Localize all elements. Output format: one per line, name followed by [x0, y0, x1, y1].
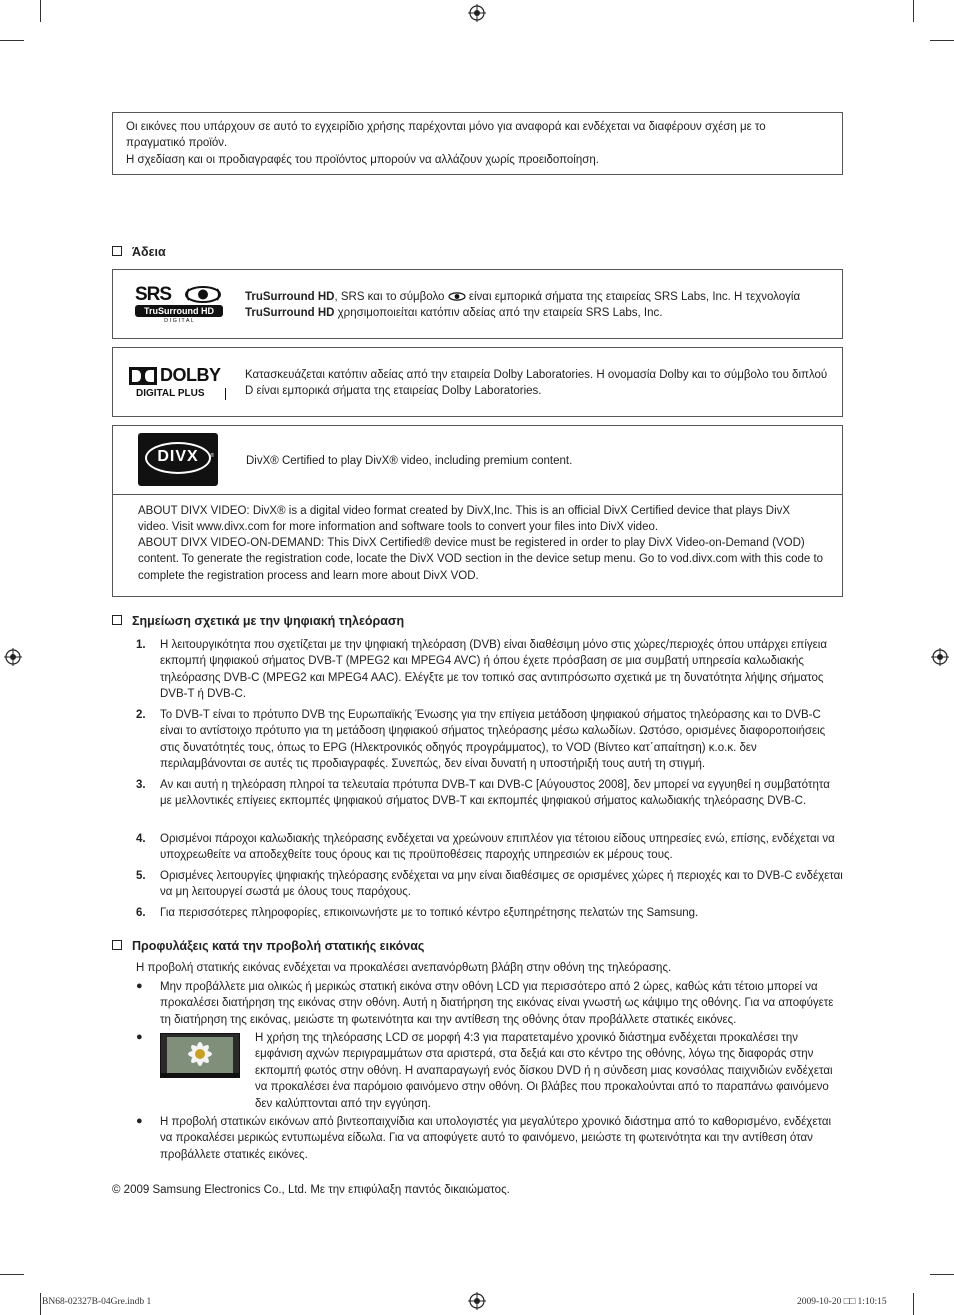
crop-mark [0, 40, 24, 41]
list-item: 5. Ορισμένες λειτουργίες ψηφιακής τηλεόρασης ενδέχεται να μην είναι διαθέσιμες σε ορισμένες χώρες ή περιοχές και το DVB-C ενδέχεται να μη λειτουργεί σωστά με όλους τους παρόχους. [136, 870, 843, 899]
crop-mark [913, 1293, 914, 1315]
dolby-logo-text: DOLBY [160, 365, 221, 385]
list-item: 4. Ορισμένοι πάροχοι καλωδιακής τηλεόρασης ενδέχεται να χρεώνουν επιπλέον για τέτοιου είδους υπηρεσίες ενώ, επίσης, ενδέχεται να υποχρεωθείτε να αποδεχθείτε τους όρους και τις προϋποθέσεις παροχής υπηρεσιών εκ μέρους τους. [136, 833, 835, 862]
registration-mark-icon [468, 4, 486, 22]
dolby-sub-text: DIGITAL PLUS [129, 388, 226, 400]
copyright: © 2009 Samsung Electronics Co., Ltd. Με την επιφύλαξη παντός δικαιώματος. [112, 1184, 510, 1196]
bullet-icon: ● [136, 980, 143, 992]
srs-sub-text: D I G I T A L [164, 318, 194, 324]
srs-logo-text: SRS [135, 284, 172, 305]
digital-tv-title: Σημείωση σχετικά με την ψηφιακή τηλεόραση [112, 614, 404, 628]
srs-text: TruSurround HD, SRS και το σύμβολο είναι εμπορικά σήματα της εταιρείας SRS Labs, Inc. Η τεχνολογία TruSurround HD χρησιμοποιείται κατόπιν αδείας από την εταιρεία SRS Labs, Inc. [245, 291, 801, 320]
crop-mark [0, 1274, 24, 1275]
flower-image-icon [167, 1037, 233, 1073]
dolby-logo [129, 366, 229, 402]
license-title: Άδεια [112, 245, 166, 259]
crop-mark [40, 1293, 41, 1315]
checkbox-square-icon [112, 940, 122, 950]
registration-mark-icon [468, 1292, 486, 1310]
srs-inline-symbol-icon [448, 292, 466, 301]
crop-mark [930, 40, 954, 41]
list-item: 3. Αν και αυτή η τηλεόραση πληροί τα τελευταία πρότυπα DVB-T και DVB-C [Αύγουστος 2008], δεν μπορεί να εγγυηθεί η συμβατότητα με μελλοντικές επίγειες εκπομπές ψηφιακού σήματος DVB-T και εκπομπές ψηφιακού σήματος καλωδιακής τηλεόρασης DVB-C. [136, 779, 830, 808]
divx-about-vod: ABOUT DIVX VIDEO-ON-DEMAND: This DivX Certified® device must be registered in order to play DivX Video-on-Demand (VOD) content. To generate the registration code, locate the DivX VOD section in the device setup menu. Go to vod.divx.com with this code to complete the registration process and learn more about DivX VOD. [138, 537, 824, 582]
dolby-double-d-icon [129, 367, 157, 385]
bullet-text: Η χρήση της τηλεόρασης LCD σε μορφή 4:3 για παρατεταμένο χρονικό διάστημα ενδέχεται προκαλέσει την εμφάνιση αχνών περιγραμμάτων στα αριστερά, στα δεξιά και στο κέντρο της οθόνης, λόγω της διαφοράς στην εκπομπή φωτός στην οθόνη. Η αναπαραγωγή ενός δίσκου DVD ή η σύνδεση μιας κονσόλας παιχνιδιών ενδέχεται να προκαλέσει ένα παρόμοιο φαινόμενο στην οθόνη. Οι βλάβες που προκαλούνται από το παραπάνω φαινόμενο δεν καλύπτονται από την εγγύηση. [255, 1032, 833, 1110]
divx-certified-text: DivX® Certified to play DivX® video, including premium content. [246, 455, 573, 467]
tv-thumbnail [160, 1033, 240, 1078]
notice-line-2: Η σχεδίαση και οι προδιαγραφές του προϊόντος μπορούν να αλλάζουν χωρίς προειδοποίηση. [126, 154, 599, 166]
list-item: 6. Για περισσότερες πληροφορίες, επικοινωνήστε με το τοπικό κέντρο εξυπηρέτησης πελατών της Samsung. [136, 907, 699, 919]
divx-logo-text: DIVX [157, 448, 199, 465]
divx-about-video: ABOUT DIVX VIDEO: DivX® is a digital video format created by DivX,Inc. This is an official DivX Certified device that plays DivX video. Visit www.divx.com for more information and software tools to convert your files into DivX video. [138, 505, 791, 534]
footer-file: BN68-02327B-04Gre.indb 1 [42, 1297, 152, 1307]
checkbox-square-icon [112, 246, 122, 256]
notice-line-1: Οι εικόνες που υπάρχουν σε αυτό το εγχειρίδιο χρήσης παρέχονται μόνο για αναφορά και ενδέχεται να διαφέρουν σχέση με το πραγματικό προϊόν. [126, 121, 766, 150]
list-item: 1. Η λειτουργικότητα που σχετίζεται με την ψηφιακή τηλεόραση (DVB) είναι διαθέσιμη μόνο στις χώρες/περιοχές όπου υπάρχει επίγεια εκπομπή ψηφιακού σήματος DVB-T (MPEG2 και MPEG4 AVC) ή όπου έχετε πρόσβαση σε μια συμβατή υπηρεσία καλωδιακής τηλεόρασης DVB-C (MPEG2 και MPEG4 AAC). Ελέγξτε με τον τοπικό σας αντιπρόσωπο σχετικά με τη δυνατότητα λήψης σήματος DVB-T ή DVB-C. [136, 639, 827, 701]
bullet-icon: ● [136, 1031, 143, 1043]
bullet-text: Η προβολή στατικών εικόνων από βιντεοπαιχνίδια και υπολογιστές για μεγαλύτερο χρονικό διάστημα από το καθορισμένο, ενδέχεται να προκαλέσει μερικώς εντυπωμένα είδωλα. Για να αποφύγετε αυτό το φαινόμενο, μειώστε τη φωτεινότητα και την αντίθεση όταν προβάλλετε στατικές εικόνες. [160, 1116, 832, 1161]
bullet-icon: ● [136, 1115, 143, 1127]
list-item: 2. Το DVB-T είναι το πρότυπο DVB της Ευρωπαϊκής Ένωσης για την επίγεια μετάδοση ψηφιακού σήματος τηλεόρασης και το DVB-C είναι το αντίστοιχο πρότυπο για τη μετάδοση ψηφιακού σήματος τηλεόρασης μέσω καλωδίων. Ωστόσο, ορισμένες διαφοροποιήσεις στις δυνατότητές τους, όπως το EPG (Ηλεκτρονικός οδηγός προγράμματος), το VOD (Βίντεο κατ΄απαίτηση) κ.ο.κ. δεν περιλαμβάνονται σε αυτές τις προδιαγραφές. Συνεπώς, δεν είναι δυνατή η υποστήριξή τους αυτή τη στιγμή. [136, 709, 826, 771]
bullet-text: Μην προβάλλετε μια ολικώς ή μερικώς στατική εικόνα στην οθόνη LCD για περισσότερο από 2 ώρες, καθώς κάτι τέτοιο μπορεί να προκαλέσει διατήρηση της εικόνας στην οθόνη. Αυτή η διατήρηση της εικόνας είναι γνωστή ως κάψιμο της οθόνης. Για να αποφύγετε τη διατήρηση της εικόνας, μειώστε τη φωτεινότητα και την αντίθεση της οθόνης όταν προβάλλετε στατικές εικόνες. [160, 981, 834, 1026]
dolby-text: Κατασκευάζεται κατόπιν αδείας από την εταιρεία Dolby Laboratories. Η ονομασία Dolby και το σύμβολο του διπλού D είναι εμπορικά σήματα της εταιρείας Dolby Laboratories. [245, 369, 828, 398]
divx-registered-icon: ® [210, 453, 214, 459]
checkbox-square-icon [112, 615, 122, 625]
still-image-intro: Η προβολή στατικής εικόνας ενδέχεται να προκαλέσει ανεπανόρθωτη βλάβη στην οθόνη της τηλεόρασης. [136, 962, 672, 974]
crop-mark [913, 0, 914, 22]
footer-date: 2009-10-20 □□ 1:10:15 [797, 1297, 887, 1307]
divx-box-divider [112, 494, 843, 495]
crop-mark [40, 0, 41, 22]
divx-logo [138, 433, 218, 486]
crop-mark [930, 1274, 954, 1275]
srs-logo [135, 284, 225, 326]
registration-mark-icon [931, 648, 949, 666]
still-image-title: Προφυλάξεις κατά την προβολή στατικής εικόνας [112, 939, 424, 953]
registration-mark-icon [4, 648, 22, 666]
srs-badge: TruSurround HD [135, 305, 223, 317]
srs-symbol-icon [184, 286, 222, 303]
